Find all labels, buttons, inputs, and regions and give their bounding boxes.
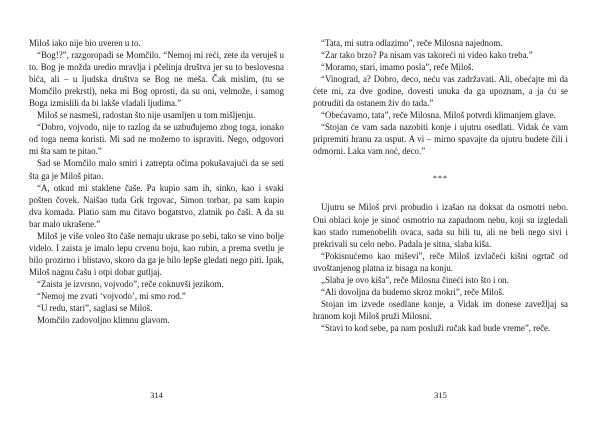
paragraph: “Bog!?”, razgoropadi se Momčilo. “Nemoj mi reći, zete da veruješ u to. Bog je možda uredio mravlja i pčelinja društva jer su to beslovesna bića, ali – u ljudska društva se Bog ne meša. Čak mislim, (tu se Momčilo prekrsti), neka mi Bog oprosti, da su oni, velmože, i samog Boga izmislili da bi lakše vladali ljudima.” <box>29 50 284 109</box>
paragraph: “Stavi to kod sebe, pa nam posluži ručak kad bude vreme”, reče. <box>321 322 551 333</box>
paragraph: “Tata, mi sutra odlazimo”, reče Milosna najednom. <box>321 38 503 48</box>
paragraph: “Moramo, stari, imamo posla”, reče Miloš. <box>321 62 474 73</box>
paragraph: “Ali dovoljna da budemo skroz mokri”, reče Miloš. <box>321 286 505 297</box>
paragraph: “Nemoj me zvati ‘vojvodo’, mi smo rod.” <box>37 290 186 301</box>
paragraph: „Slaba je ovo kiša”, reče Milosna čineći isto što i on. <box>321 274 509 285</box>
paragraph: Stojan im izvede osedlane konje, a Vidak im donese zavežljaj sa hranom koji Miloš pruži Milosni. <box>313 298 568 321</box>
paragraph: “Stojan će vam sada nazobiti konje i ujutru osedlati. Vidak će vam pripremiti hranu za usput. A vi – mirno spavajte da ujutru budete čili i odmorni. Laka vam noć, deco.” <box>313 122 568 157</box>
paragraph: Miloš se nasmeši, radostan što nije usamljen u tom mišljenju. <box>37 110 256 121</box>
section-separator: *** <box>433 174 448 184</box>
paragraph: Sad se Momčilo malo smiri i zatrepta očima pokušavajući da se seti šta ga je Miloš pitao. <box>29 158 284 181</box>
page-number: 315 <box>434 390 447 400</box>
left-page <box>29 37 284 417</box>
paragraph: “Zaista je izvrsno, vojvodo”, reče coknuvši jezikom. <box>37 278 224 289</box>
paragraph: “Dobro, vojvodo, nije to razlog da se uzbuđujemo zbog toga, ionako od toga nema koristi. Mi sad ne možemo to ispraviti. Nego, odgovori mi šta sam te pitao.” <box>29 122 284 157</box>
paragraph: “Vinograd, a? Dobro, deco, neću vas zadržavati. Ali, obećajte mi da ćete mi, za dve godine, dovesti unuka da ga upoznam, a ja ću se potruditi da ostanem živ do tada.” <box>313 74 568 109</box>
paragraph: Miloš iako nije bio uveren u to. <box>29 38 141 48</box>
right-page-text <box>313 37 568 334</box>
paragraph: “Obećavamo, tata”, reče Milosna. Miloš potvrdi klimanjem glave. <box>321 110 556 121</box>
paragraph: “U redu, stari”, saglasi se Miloš. <box>37 303 153 314</box>
paragraph: Momčilo zadovoljno klimnu glavom. <box>37 315 170 326</box>
paragraph: Ujutru se Miloš prvi probudio i izašao na doksat da osmotri nebo. Oni oblaci koje je sinoć osmotrio na zapadnom nebu, koji su izgledali kao stado rumenobelih ovaca, sada su bili tu, ali ne beli nego sivi i prekrivali su celo nebo. Padala je sitna, slaba kiša. <box>313 202 568 249</box>
left-page-text <box>29 37 284 326</box>
paragraph: “Zar tako brzo? Pa nisam vas takoreći ni video kako treba.” <box>321 50 533 61</box>
paragraph: Miloš je više voleo što čaše nemaju ukrase po sebi, tako se vino bolje videlo. I zaista je imalo lepu crvenu boju, kao rubin, a prema svetlu je bilo prozirno i blistavo, skoro da ga je bilo lepše gledati nego piti. Ipak, Miloš nagnu čašu i otpi dobar gutljaj. <box>29 230 284 277</box>
right-page <box>313 37 568 417</box>
page-number: 314 <box>150 390 163 400</box>
paragraph: “Pokisnućemo kao miševi”, reče Miloš izvlačeći kišni ogrtač od uvoštanjenog platna iz bisaga na konju. <box>313 250 568 273</box>
paragraph: “A, otkud mi staklene čaše. Pa kupio sam ih, sinko, kao i svaki pošten čovek. Naišao tuda Grk trgovac, Simon torbar, pa sam kupio dva komada. Platio sam mu čitavo bogatstvo, zlatnik po čaši. A da su bar malo ukrašene.” <box>29 182 284 229</box>
